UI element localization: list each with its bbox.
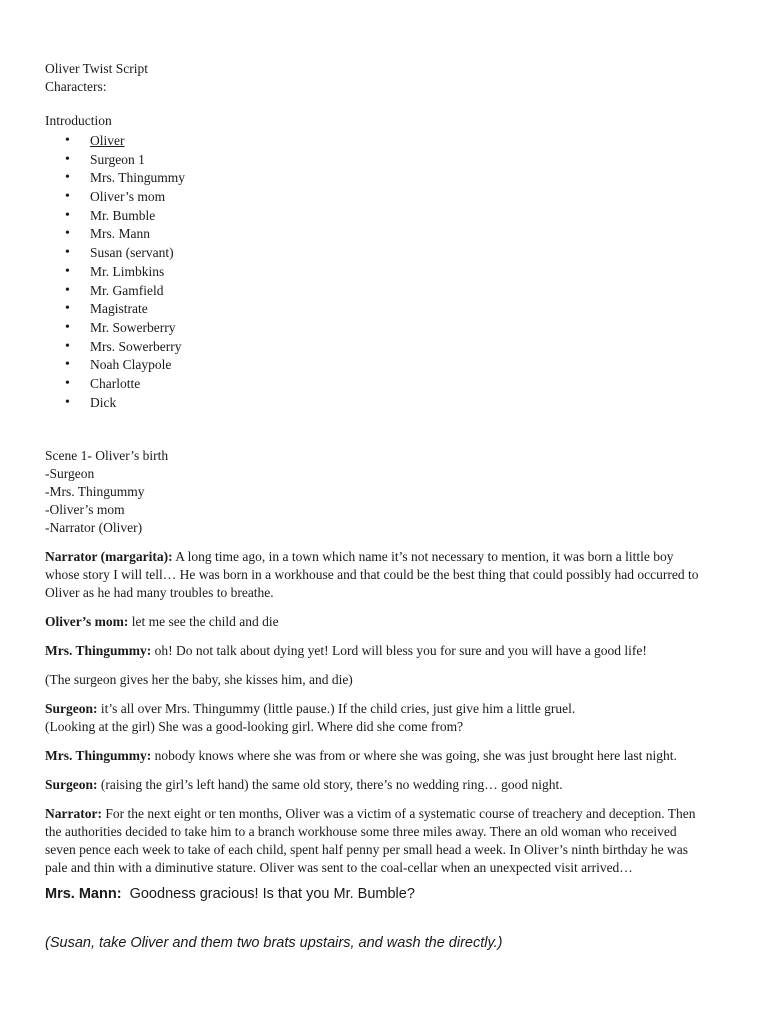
dialogue-paragraph [45, 642, 725, 660]
dialogue-text: A long time ago, in a town which name it’s not necessary to mention, it was born a little boy [175, 549, 674, 565]
list-item [45, 132, 725, 151]
scene-cast [45, 447, 725, 536]
characters-heading: Characters: [45, 79, 107, 94]
character-list [45, 132, 725, 412]
list-item [45, 151, 725, 170]
speaker-label: Surgeon: [45, 777, 98, 793]
list-item [45, 188, 725, 207]
character-name: Surgeon 1 [90, 151, 145, 167]
list-item [45, 356, 725, 375]
dialogue-paragraph [45, 747, 725, 765]
dialogue-text: the authorities decided to take him to a branch workhouse some three miles away. There an old woman who received [45, 824, 677, 840]
dialogue-text: (Looking at the girl) She was a good-looking girl. Where did she come from? [45, 719, 464, 735]
dialogue-paragraph [45, 548, 725, 602]
list-item [45, 263, 725, 282]
list-item [45, 394, 725, 413]
character-name: Dick [90, 394, 117, 410]
character-name: Charlotte [90, 375, 141, 391]
speaker-label: Mrs. Thingummy: [45, 643, 152, 659]
dialogue-paragraph [45, 805, 725, 877]
dialogue-text: For the next eight or ten months, Oliver was a victim of a systematic course of treachery and deception. Then [105, 806, 696, 822]
speaker-label: Narrator (margarita): [45, 549, 173, 565]
cast-item: -Oliver’s mom [45, 501, 125, 517]
list-item [45, 282, 725, 301]
character-name: Mr. Sowerberry [90, 319, 176, 335]
introduction-heading: Introduction [45, 113, 112, 128]
character-name: Mr. Bumble [90, 207, 156, 223]
character-name: Susan (servant) [90, 245, 174, 261]
speaker-label: Mrs. Thingummy: [45, 748, 152, 764]
character-name: Oliver’s mom [90, 189, 166, 205]
speaker-label: Surgeon: [45, 701, 98, 717]
speaker-label: Narrator: [45, 806, 102, 822]
list-item [45, 319, 725, 338]
dialogue-text: nobody knows where she was from or where she was going, she was just brought here last night. [154, 748, 677, 764]
list-item [45, 207, 725, 226]
cast-item: -Mrs. Thingummy [45, 483, 145, 499]
dialogue-text: Goodness gracious! Is that you Mr. Bumble? [129, 886, 415, 902]
dialogue-text: pale and thin with a diminutive stature. Oliver was sent to the coal-cellar when an unexpected visit arrived… [45, 860, 633, 876]
character-name: Noah Claypole [90, 357, 172, 373]
mrs-mann-dialogue [45, 886, 415, 902]
list-item [45, 338, 725, 357]
character-name: Oliver [90, 133, 125, 148]
dialogue-text: oh! Do not talk about dying yet! Lord will bless you for sure and you will have a good life! [154, 643, 647, 659]
character-name: Mrs. Thingummy [90, 170, 186, 186]
speaker-label: Oliver’s mom: [45, 614, 129, 630]
cast-item: -Surgeon [45, 466, 95, 482]
dialogue-paragraph [45, 776, 725, 794]
dialogue-text: Oliver as he had many troubles to breathe. [45, 585, 274, 601]
cast-item: -Narrator (Oliver) [45, 519, 143, 535]
dialogue-paragraph [45, 613, 725, 631]
character-name: Mr. Limbkins [90, 263, 165, 279]
stage-direction: (Susan, take Oliver and them two brats upstairs, and wash the directly.) [45, 935, 503, 951]
dialogue [45, 548, 725, 877]
list-item [45, 300, 725, 319]
dialogue-text: seven pence each week to take of each child, spent half penny per small head a week. In Oliver’s ninth birthday he was [45, 842, 689, 858]
list-item [45, 375, 725, 394]
dialogue-text: (The surgeon gives her the baby, she kisses him, and die) [45, 672, 353, 688]
dialogue-text: (raising the girl’s left hand) the same old story, there’s no wedding ring… good night. [100, 777, 563, 793]
speaker-label: Mrs. Mann: [45, 886, 122, 902]
dialogue-paragraph [45, 700, 725, 736]
stage-direction [45, 671, 725, 689]
document-title: Oliver Twist Script [45, 61, 149, 76]
scene-heading: Scene 1- Oliver’s birth [45, 448, 169, 464]
list-item [45, 225, 725, 244]
character-name: Mr. Gamfield [90, 282, 164, 298]
dialogue-text: let me see the child and die [131, 614, 279, 630]
list-item [45, 244, 725, 263]
character-name: Magistrate [90, 301, 148, 317]
dialogue-text: whose story I will tell… He was born in a workhouse and that could be the best thing that could possibly had occurred to [45, 567, 699, 583]
character-name: Mrs. Mann [90, 226, 150, 242]
dialogue-text: it’s all over Mrs. Thingummy (little pause.) If the child cries, just give him a little gruel. [100, 701, 576, 717]
character-name: Mrs. Sowerberry [90, 338, 182, 354]
document-page [45, 60, 725, 877]
list-item [45, 169, 725, 188]
